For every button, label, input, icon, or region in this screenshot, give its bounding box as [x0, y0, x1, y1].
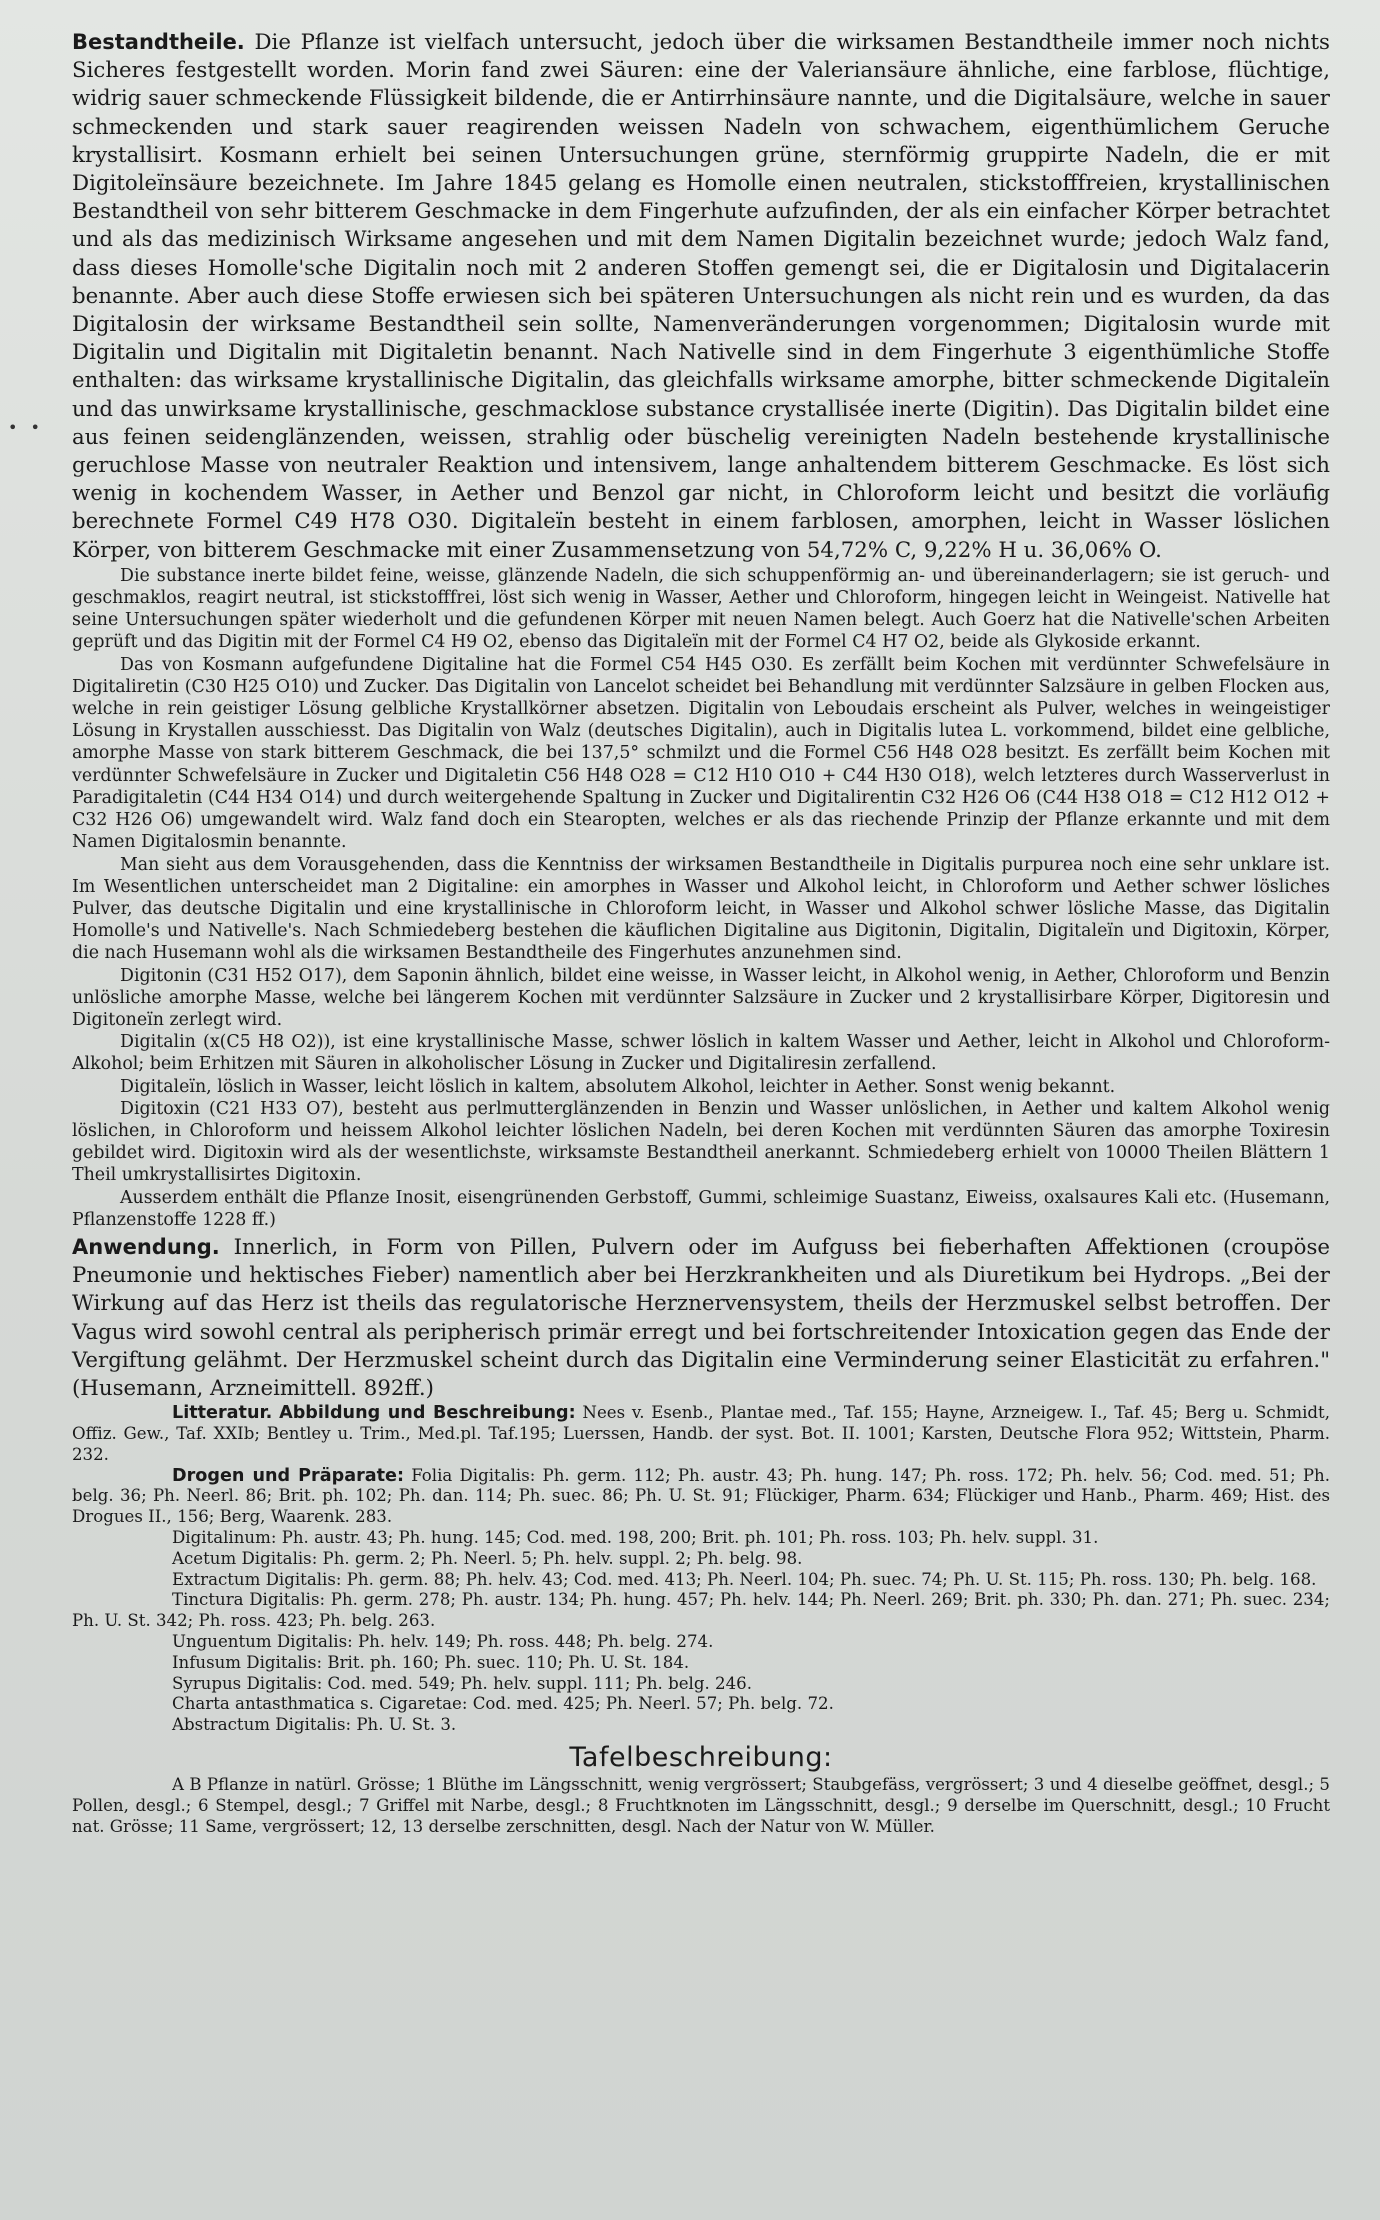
- praeparat-line: [72, 1715, 1330, 1736]
- litteratur-text: Nees v. Esenb., Plantae med., Taf. 155; Hayne, Arzneigew. I., Taf. 45; Berg u. Schmidt, Offiz. Gew., Taf. XXIb; Bentley u. Trim., Med.pl. Taf.195; Luerssen, Handb. der syst. Bot. II. 1001; Karsten, Deutsche Flora 952; Wittstein, Pharm. 232.: [72, 1403, 1330, 1464]
- litteratur-heading: Litteratur.: [172, 1403, 273, 1424]
- praeparat-line: [72, 1549, 1330, 1570]
- praeparat-acetum: Acetum Digitalis: Ph. germ. 2; Ph. Neerl. 5; Ph. helv. suppl. 2; Ph. belg. 98.: [172, 1548, 803, 1568]
- small-paragraph-digitoxin: Digitoxin (C21 H33 O7), besteht aus perlmutterglänzenden in Benzin und Wasser unlöslichen, in Aether und kaltem Alkohol wenig löslichen, in Chloroform und heissem Alkohol leichter löslichen Nadeln, bei deren Kochen mit verdünnten Säuren das amorphe Toxiresin gebildet wird. Digitoxin wird als der wesentlichste, wirksamste Bestandtheil anerkannt. Schmiedeberg erhielt von 10000 Theilen Blättern 1 Theil umkrystallisirtes Digitoxin.: [72, 1098, 1330, 1186]
- drogen-text: Folia Digitalis: Ph. germ. 112; Ph. austr. 43; Ph. hung. 147; Ph. ross. 172; Ph. helv. 56; Cod. med. 51; Ph. belg. 36; Ph. Neerl. 86; Brit. ph. 102; Ph. dan. 114; Ph. suec. 86; Ph. U. St. 91; Flückiger, Pharm. 634; Flückiger und Hanb., Pharm. 469; Hist. des Drogues II., 156; Berg, Waarenk. 283.: [72, 1465, 1330, 1527]
- litteratur-subheading: Abbildung und Beschreibung:: [279, 1403, 576, 1424]
- anwendung-paragraph: [72, 1233, 1330, 1403]
- drogen-paragraph: [72, 1466, 1330, 1528]
- praeparat-charta: Charta antasthmatica s. Cigaretae: Cod. med. 425; Ph. Neerl. 57; Ph. belg. 72.: [172, 1694, 834, 1714]
- praeparat-line: [72, 1653, 1330, 1674]
- praeparat-infusum: Infusum Digitalis: Brit. ph. 160; Ph. suec. 110; Ph. U. St. 184.: [172, 1652, 690, 1672]
- anwendung-text: Innerlich, in Form von Pillen, Pulvern oder im Aufguss bei fieberhaften Affektionen (croupöse Pneumonie und hektisches Fieber) namentlich aber bei Herzkrankheiten und als Diuretikum bei Hydrops. „Bei der Wirkung auf das Herz ist theils das regulatorische Herznervensystem, theils der Herzmuskel selbst betroffen. Der Vagus wird sowohl central als peripherisch primär erregt und bei fortschreitender Intoxication gegen das Ende der Vergiftung gelähmt. Der Herzmuskel scheint durch das Digitalin eine Verminderung seiner Elasticität zu erfahren." (Husemann, Arzneimittell. 892ff.): [72, 1234, 1330, 1401]
- bestandtheile-text: Die Pflanze ist vielfach untersucht, jedoch über die wirksamen Bestandtheile immer noch nichts Sicheres festgestellt worden. Morin fand zwei Säuren: eine der Valeriansäure ähnliche, eine farblose, flüchtige, widrig sauer schmeckende Flüssigkeit bildende, die er Antirrhinsäure nannte, und die Digitalsäure, welche in sauer schmeckenden und stark sauer reagirenden weissen Nadeln von schwachem, eigenthümlichem Geruche krystallisirt. Kosmann erhielt bei seinen Untersuchungen grüne, sternförmig gruppirte Nadeln, die er mit Digitoleïnsäure bezeichnete. Im Jahre 1845 gelang es Homolle einen neutralen, stickstofffreien, krystallinischen Bestandtheil von sehr bitterem Geschmacke in dem Fingerhute aufzufinden, der als ein einfacher Körper betrachtet und als das medizinisch Wirksame angesehen und mit dem Namen Digitalin bezeichnet wurde; jedoch Walz fand, dass dieses Homolle'sche Digitalin noch mit 2 anderen Stoffen gemengt sei, die er Digitalosin und Digitalacerin benannte. Aber auch diese Stoffe erwiesen sich bei späteren Untersuchungen als nicht rein und es wurden, da das Digitalosin der wirksame Bestandtheil sein sollte, Namenveränderungen vorgenommen; Digitalosin wurde mit Digitalin und Digitalin mit Digitaletin benannt. Nach Nativelle sind in dem Fingerhute 3 eigenthümliche Stoffe enthalten: das wirksame krystallinische Digitalin, das gleichfalls wirksame amorphe, bitter schmeckende Digitaleïn und das unwirksame krystallinische, geschmacklose substance crystallisée inerte (Digitin). Das Digitalin bildet eine aus feinen seidenglänzenden, weissen, strahlig oder büschelig vereinigten Nadeln bestehende krystallinische geruchlose Masse von neutraler Reaktion und intensivem, lange anhaltendem bitterem Geschmacke. Es löst sich wenig in kochendem Wasser, in Aether und Benzol gar nicht, in Chloroform leicht und besitzt die vorläufig berechnete Formel C49 H78 O30. Digitaleïn besteht in einem farblosen, amorphen, leicht in Wasser löslichen Körper, von bitterem Geschmacke mit einer Zusammensetzung von 54,72% C, 9,22% H u. 36,06% O.: [72, 30, 1330, 563]
- praeparat-unguentum: Unguentum Digitalis: Ph. helv. 149; Ph. ross. 448; Ph. belg. 274.: [172, 1631, 714, 1651]
- praeparat-line: [72, 1694, 1330, 1715]
- litteratur-paragraph: [72, 1403, 1330, 1465]
- small-paragraph-substance-inerte: Die substance inerte bildet feine, weisse, glänzende Nadeln, die sich schuppenförmig an- und übereinanderlagern; sie ist geruch- und geschmaklos, reagirt neutral, ist stickstofffrei, löst sich wenig in Wasser, Aether und Chloroform, hingegen leicht in Weingeist. Nativelle hat seine Untersuchungen später wiederholt und die gefundenen Körper mit neuen Namen belegt. Auch Goerz hat die Nativelle'schen Arbeiten geprüft und das Digitin mit der Formel C4 H9 O2, ebenso das Digitaleïn mit der Formel C4 H7 O2, beide als Glykoside erkannt.: [72, 565, 1330, 653]
- small-paragraph-vorausgehenden: Man sieht aus dem Vorausgehenden, dass die Kenntniss der wirksamen Bestandtheile in Digitalis purpurea noch eine sehr unklare ist. Im Wesentlichen unterscheidet man 2 Digitaline: ein amorphes in Wasser und Alkohol leicht, in Chloroform und Aether schwer lösliches Pulver, das deutsche Digitalin und eine krystallinische in Chloroform leicht, in Wasser und Alkohol schwer lösliche Masse, das Digitalin Homolle's und Nativelle's. Nach Schmiedeberg bestehen die käuflichen Digitaline aus Digitonin, Digitalin, Digitaleïn und Digitoxin, Körper, die nach Husemann wohl als die wirksamen Bestandtheile des Fingerhutes anzunehmen sind.: [72, 854, 1330, 964]
- small-paragraph-digitalein: Digitaleïn, löslich in Wasser, leicht löslich in kaltem, absolutem Alkohol, leichter in Aether. Sonst wenig bekannt.: [120, 1076, 1116, 1097]
- praeparat-line: [72, 1632, 1330, 1653]
- tafel-text: A B Pflanze in natürl. Grösse; 1 Blüthe im Längsschnitt, wenig vergrössert; Staubgefäss, vergrössert; 3 und 4 dieselbe geöffnet, desgl.; 5 Pollen, desgl.; 6 Stempel, desgl.; 7 Griffel mit Narbe, desgl.; 8 Fruchtknoten im Längsschnitt, desgl.; 9 derselbe im Querschnitt, desgl.; 10 Frucht nat. Grösse; 11 Same, vergrössert; 12, 13 derselbe zerschnitten, desgl. Nach der Natur von W. Müller.: [72, 1774, 1330, 1836]
- praeparat-line: [72, 1674, 1330, 1695]
- praeparat-line: [72, 1590, 1330, 1632]
- praeparat-digitalinum: Digitalinum: Ph. austr. 43; Ph. hung. 145; Cod. med. 198, 200; Brit. ph. 101; Ph. ross. 103; Ph. helv. suppl. 31.: [172, 1527, 1099, 1547]
- small-paragraph-digitalin: Digitalin (x(C5 H8 O2)), ist eine krystallinische Masse, schwer löslich in kaltem Wasser und Aether, leicht in Alkohol und Chloroform-Alkohol; beim Erhitzen mit Säuren in alkoholischer Lösung in Zucker und Digitaliresin zerfallend.: [72, 1032, 1330, 1075]
- praeparat-abstractum: Abstractum Digitalis: Ph. U. St. 3.: [172, 1715, 457, 1735]
- small-paragraph-digitonin: Digitonin (C31 H52 O17), dem Saponin ähnlich, bildet eine weisse, in Wasser leicht, in Alkohol wenig, in Aether, Chloroform und Benzin unlösliche amorphe Masse, welche bei längerem Kochen mit verdünnter Salzsäure in Zucker und 2 krystallisirbare Körper, Digitoresin und Digitoneïn zerlegt wird.: [72, 965, 1330, 1030]
- small-paragraph-ausserdem: Ausserdem enthält die Pflanze Inosit, eisengrünenden Gerbstoff, Gummi, schleimige Suastanz, Eiweiss, oxalsaures Kali etc. (Husemann, Pflanzenstoffe 1228 ff.): [72, 1187, 1330, 1230]
- drogen-heading: Drogen und Präparate:: [172, 1465, 404, 1486]
- anwendung-heading: Anwendung.: [72, 1234, 220, 1259]
- bestandtheile-heading: Bestandtheile.: [72, 30, 245, 54]
- small-paragraph-kosmann: Das von Kosmann aufgefundene Digitaline hat die Formel C54 H45 O30. Es zerfällt beim Kochen mit verdünnter Schwefelsäure in Digitaliretin (C30 H25 O10) und Zucker. Das Digitalin von Lancelot scheidet bei Behandlung mit verdünnter Salzsäure in gelben Flocken aus, welche in rein geistiger Lösung gelbliche Krystallkörner absetzen. Digitalin von Leboudais erscheint als Pulver, welches in weingeistiger Lösung in Krystallen ausschiesst. Das Digitalin von Walz (deutsches Digitalin), auch in Digitalis lutea L. vorkommend, bildet eine gelbliche, amorphe Masse von stark bitterem Geschmack, die bei 137,5° schmilzt und die Formel C56 H48 O28 besitzt. Es zerfällt beim Kochen mit verdünnter Schwefelsäure in Zucker und Digitaletin C56 H48 O28 = C12 H10 O10 + C44 H30 O18), welch letzteres durch Wasserverlust in Paradigitaletin (C44 H34 O14) und durch weitergehende Spaltung in Zucker und Digitalirentin C32 H26 O6 (C44 H38 O18 = C12 H12 O12 + C32 H26 O6) umgewandelt wird. Walz fand doch ein Stearopten, welches er als das riechende Prinzip der Pflanze erkannte und mit dem Namen Digitalosmin benannte.: [72, 654, 1330, 853]
- tafel-paragraph: [72, 1775, 1330, 1837]
- margin-marks: • •: [8, 418, 44, 437]
- praeparat-tinctura: Tinctura Digitalis: Ph. germ. 278; Ph. austr. 134; Ph. hung. 457; Ph. helv. 144; Ph. Neerl. 269; Brit. ph. 330; Ph. dan. 271; Ph. suec. 234; Ph. U. St. 342; Ph. ross. 423; Ph. belg. 263.: [72, 1590, 1330, 1631]
- praeparat-syrupus: Syrupus Digitalis: Cod. med. 549; Ph. helv. suppl. 111; Ph. belg. 246.: [172, 1673, 752, 1693]
- praeparat-extractum: Extractum Digitalis: Ph. germ. 88; Ph. helv. 43; Cod. med. 413; Ph. Neerl. 104; Ph. suec. 74; Ph. U. St. 115; Ph. ross. 130; Ph. belg. 168.: [172, 1569, 1317, 1589]
- praeparat-line: [72, 1570, 1330, 1591]
- bestandtheile-paragraph: [72, 28, 1330, 565]
- praeparat-line: [72, 1528, 1330, 1549]
- tafel-heading: Tafelbeschreibung:: [569, 1741, 833, 1773]
